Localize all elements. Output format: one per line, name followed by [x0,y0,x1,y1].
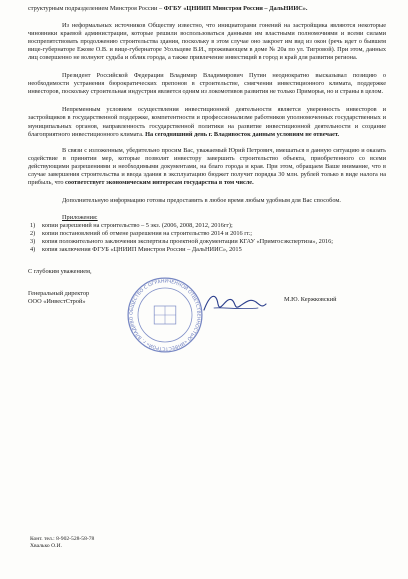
attachments-title: Приложения: [62,213,98,221]
stamp-center-mark [154,306,176,324]
contact-info [30,536,94,550]
paragraph-president: Президент Российской Федерации Владимир Владимирович Путин неоднократно высказывал позицию о необходимости устранения бюрократических препонов в строительстве, смягчении инвестиционного климата, поддержке инвесторов, поскольку строительная индустрия является одним из локомотивов развития не только Приморья, но и страны в целом. [28,72,386,96]
paragraph-additional-info: Дополнительную информацию готовы предоставить в любое время любым удобным для Вас способом. [62,196,341,204]
contact-person: Хвалько О.И. [30,543,62,550]
signer-position: Генеральный директор [28,290,90,298]
attachment-item [28,246,386,254]
attachment-item [28,222,386,230]
paragraph-request-bold: соответствует экономическим интересам государства в том числе. [65,178,254,186]
attachment-number: 2) [30,229,36,237]
top-line-bold: ФГБУ «ЦНИИП Минстроя России – ДальНИИС». [163,5,308,12]
attachment-text: копия положительного заключения экспертизы проектной документации КГАУ «Примгосэкспертиза», 2016; [42,238,334,246]
paragraph-conditions-bold: На сегодняшний день г. Владивосток данным условиям не отвечает. [145,130,340,138]
attachment-number: 3) [30,238,36,246]
contact-phone: Конт. тел.: 8-902-528-58-78 [30,536,95,542]
attachment-text: копии постановлений об отмене разрешения на строительство 2014 и 2016 гг.; [42,229,253,237]
attachment-item [28,230,386,238]
paragraph-request-text: В связи с изложенным, убедительно просим Вас, уважаемый Юрий Петрович, вмешаться в данную ситуацию и оказать содействие в принятии мер, которые позволят инвестору завершить строительство объекта, приобретенного со всеми действующими разрешениями и необходимыми документами, на благо города и края. При этом, обращаем Ваше внимание, что в случае завершения строительства и ввода здания в эксплуатацию бюджет получит порядка 30 млн. рублей только в виде налога на прибыль, что [28,146,386,186]
company-stamp [120,276,210,354]
signer-company: ООО «ИнвестСтрой» [28,298,86,306]
stamp-ring-text: ОБЩЕСТВО С ОГРАНИЧЕННОЙ ОТВЕТСТВЕННОСТЬЮ «ИНВЕСТСТРОЙ» г. ВЛАДИВО [129,279,201,351]
top-line [28,5,386,13]
top-line-text: структурным подразделением Минстроя России – [28,5,164,12]
attachment-text: копия заключения ФГУБ «ЦНИИП Минстроя России – ДальНИИС», 2015 [42,246,242,254]
handwritten-signature [200,288,270,318]
signature-block [28,279,386,351]
attachment-number: 1) [30,221,36,229]
paragraph-request [28,147,386,187]
attachment-item [28,238,386,246]
paragraph-conditions-text: Непременным условием осуществления инвестиционной деятельности является уверенность инвесторов и застройщиков в государственной поддержке, компетентности и профессионализме работников уполномоченных государственных и муниципальных органов, направленность государственной политики на развитие инвестиционной деятельности и создание благоприятного инвестиционного климата. [28,106,386,138]
attachment-text: копии разрешений на строительство – 5 экз. (2006, 2008, 2012, 2016гг); [42,221,233,229]
attachment-number: 4) [30,246,36,254]
closing-phrase: С глубоким уважением, [28,268,92,276]
paragraph-sources: Из неформальных источников Обществу известно, что инициаторами гонений на застройщика являются некоторые чиновники краевой администрации, которые решили воспользоваться данными им властными полномочиями и всеми силами воспрепятствовать продолжению строительства здания, поскольку в этом случае оно закроет им вид из окон (речь идет о бывшем вице-губернаторе Ежове О.В. и вице-губернаторе Усольцеве В.И., проживающем в доме № 20а по ул. Тигровой). При этом, данных лиц совершенно не волнуют судьба и облик города, а также привлечение инвестиций в город и край для развития региона. [28,22,386,62]
signer-title [28,290,89,306]
signer-name: М.Ю. Кержковский [284,296,337,304]
attachments-list [28,222,386,254]
paragraph-conditions [28,106,386,138]
